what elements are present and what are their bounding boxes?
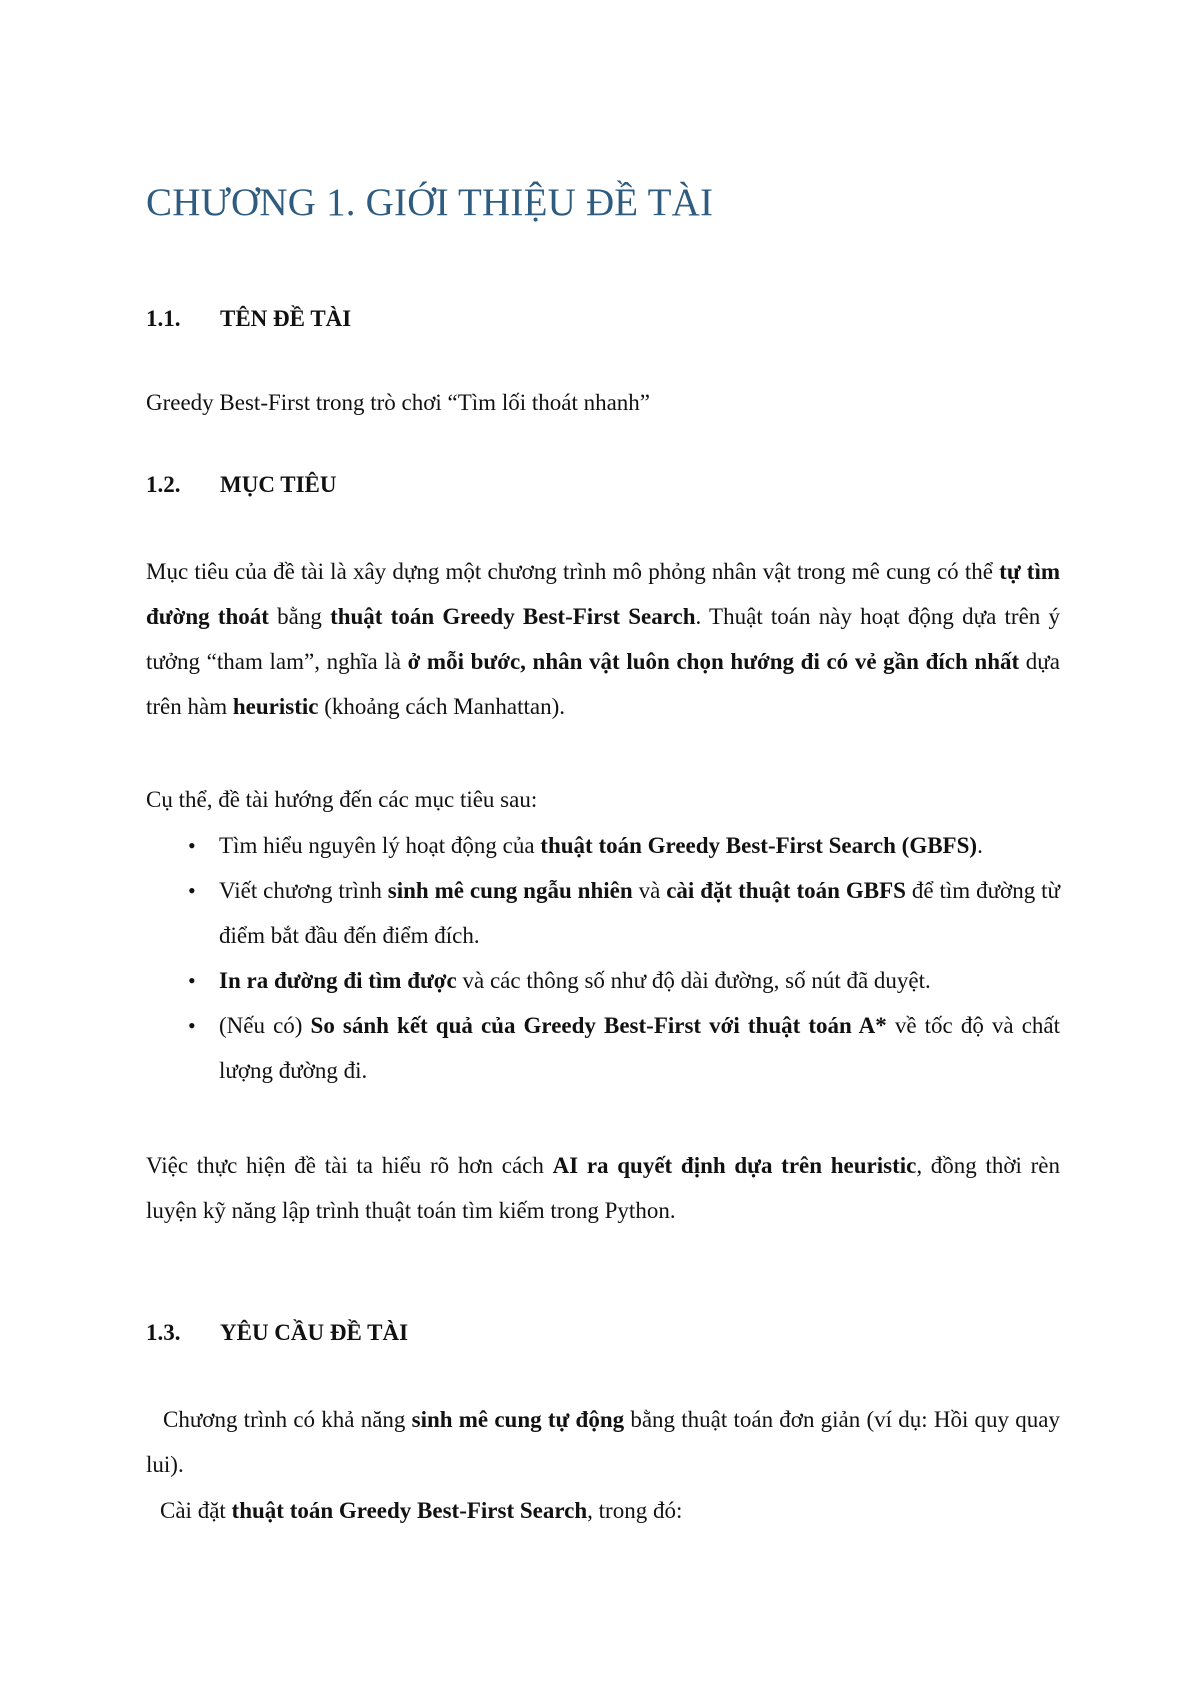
bold-run: AI ra quyết định dựa trên heuristic (552, 1153, 917, 1178)
text-run: Việc thực hiện đề tài ta hiểu rõ hơn cách (146, 1153, 553, 1178)
topic-name-text: Greedy Best-First trong trò chơi “Tìm lối thoát nhanh” (146, 390, 651, 415)
bold-run: sinh mê cung ngẫu nhiên (387, 878, 633, 903)
bullet-icon: • (188, 1013, 196, 1038)
bold-run: So sánh kết quả của Greedy Best-First với thuật toán A* (310, 1013, 887, 1038)
text-run: (Nếu có) (219, 1013, 311, 1038)
list-item (146, 823, 1060, 868)
text-run: . (977, 833, 983, 858)
bold-run: thuật toán Greedy Best-First Search (GBFS) (540, 833, 978, 858)
objective-intro: Cụ thể, đề tài hướng đến các mục tiêu sau: (146, 787, 538, 812)
section-title: TÊN ĐỀ TÀI (220, 306, 352, 331)
bold-run: sinh mê cung tự động (411, 1407, 625, 1432)
text-run: . Thuật toán này hoạt động dựa trên ý tưởng “tham lam”, nghĩa là (146, 604, 1060, 674)
objective-list (146, 823, 1060, 1093)
list-item (146, 868, 1060, 958)
section-heading-requirements (146, 1320, 408, 1346)
bullet-icon: • (188, 878, 196, 903)
text-run: Cài đặt (160, 1498, 232, 1523)
text-run: Viết chương trình (219, 878, 388, 903)
text-run: , đồng thời rèn luyện kỹ năng lập trình thuật toán tìm kiếm trong Python. (146, 1153, 1061, 1223)
text-run: để tìm đường từ điểm bắt đầu đến điểm đích. (219, 878, 1060, 948)
bold-run: ở mỗi bước, nhân vật luôn chọn hướng đi có vẻ gần đích nhất (407, 649, 1020, 674)
text-run: và các thông số như độ dài đường, số nút đã duyệt. (456, 968, 931, 993)
text-run: (khoảng cách Manhattan). (318, 694, 565, 719)
bold-run: cài đặt thuật toán GBFS (666, 878, 906, 903)
list-item (146, 958, 1060, 1003)
text-run: bằng thuật toán đơn giản (ví dụ: Hồi quy quay lui). (146, 1407, 1060, 1477)
section-heading-topic-name (146, 306, 351, 332)
text-run: dựa trên hàm (146, 649, 1060, 719)
objective-closing-paragraph (146, 1143, 1060, 1233)
requirements-paragraph (146, 1397, 1060, 1487)
section-number: 1.3. (146, 1320, 181, 1345)
bullet-icon: • (188, 968, 196, 993)
text-run: Mục tiêu của đề tài là xây dựng một chương trình mô phỏng nhân vật trong mê cung có thể (146, 559, 1000, 584)
bold-run: tự tìm đường thoát (146, 559, 1061, 629)
section-title: MỤC TIÊU (220, 472, 337, 497)
chapter-title: CHƯƠNG 1. GIỚI THIỆU ĐỀ TÀI (146, 181, 714, 224)
bold-run: thuật toán Greedy Best-First Search (231, 1498, 588, 1523)
bold-run: thuật toán Greedy Best-First Search (330, 604, 696, 629)
bold-run: In ra đường đi tìm được (219, 968, 457, 993)
text-run: , trong đó: (587, 1498, 683, 1523)
requirements-line (160, 1488, 682, 1533)
text-run: về tốc độ và chất lượng đường đi. (219, 1013, 1061, 1083)
text-run: và (632, 878, 667, 903)
section-number: 1.1. (146, 306, 181, 331)
bullet-icon: • (188, 833, 196, 858)
section-title: YÊU CẦU ĐỀ TÀI (220, 1320, 409, 1345)
list-item (146, 1003, 1060, 1093)
text-run: Tìm hiểu nguyên lý hoạt động của (219, 833, 541, 858)
section-heading-objective (146, 472, 337, 498)
objective-paragraph (146, 549, 1060, 729)
text-run: bằng (268, 604, 331, 629)
text-run: Chương trình có khả năng (163, 1407, 412, 1432)
bold-run: heuristic (232, 694, 319, 719)
section-number: 1.2. (146, 472, 181, 497)
